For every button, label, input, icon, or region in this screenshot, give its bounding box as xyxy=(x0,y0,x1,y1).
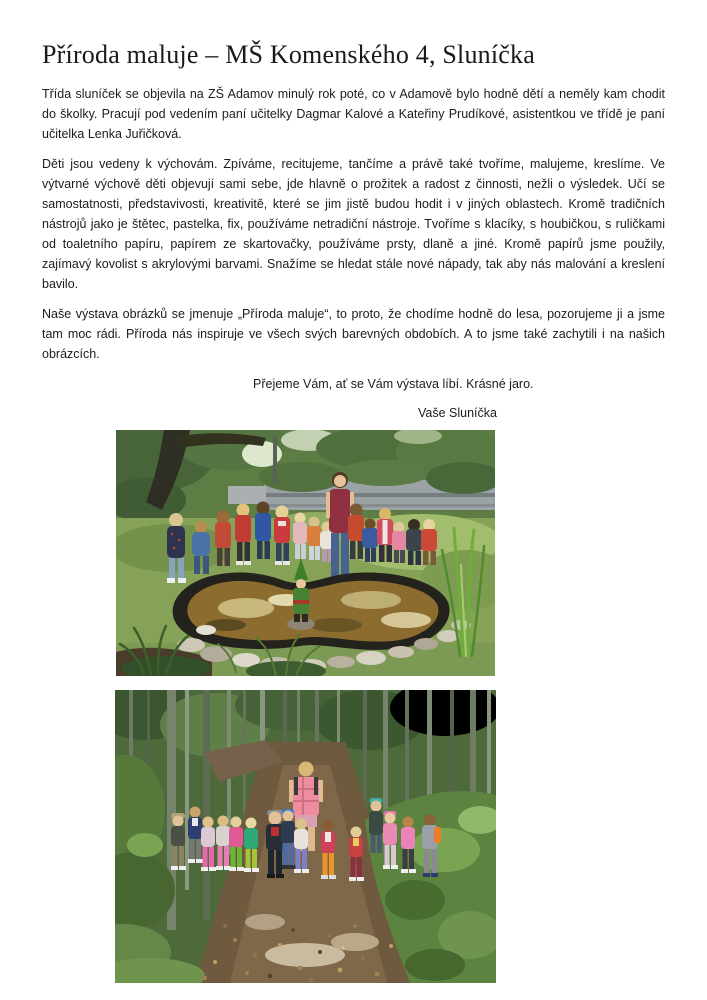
page-title: Příroda maluje – MŠ Komenského 4, Sluníčka xyxy=(42,40,535,69)
pond-photo xyxy=(116,430,495,676)
forest-photo xyxy=(115,690,496,983)
signature: Vaše Sluníčka xyxy=(418,406,497,420)
pond-photo-image xyxy=(116,430,495,676)
document-content xyxy=(0,38,707,983)
paragraph-exhibition: Naše výstava obrázků se jmenuje „Příroda maluje“, to proto, že chodíme hodně do lesa, pozorujeme ji a jsme tam moc rádi. Příroda nás inspiruje ve všech svých barevných obdobích. A to jsme také zachytili i na našich obrázcích. xyxy=(42,307,665,361)
closing-line: Přejeme Vám, ať se Vám výstava líbí. Krásné jaro. xyxy=(253,377,534,391)
paragraph-intro: Třída sluníček se objevila na ZŠ Adamov minulý rok poté, co v Adamově bylo hodně dětí a neměly kam chodit do školky. Pracují pod vedením paní učitelky Dagmar Kalové a Kateřiny Prudíkové, asistentkou ve třídě je paní učitelka Lenka Juřičková. xyxy=(42,87,665,141)
photo1-pond xyxy=(173,572,450,649)
forest-photo-image xyxy=(115,690,496,983)
paragraph-activities: Děti jsou vedeny k výchovám. Zpíváme, recitujeme, tančíme a právě také tvoříme, malujeme, kreslíme. Ve výtvarné výchově děti objevují sami sebe, jde hlavně o prožitek a radost z činnosti, nežli o výsledek. Učí se samostatnosti, představivosti, kreativitě, které se jim jistě budou hodit i v jiných oblastech. Kromě tradičních nástrojů jako je štětec, pastelka, fix, používáme netradiční nástroje. Tvoříme s klacíky, s houbičkou, s ruličkami od toaletního papíru, papírem ze skartovačky, používáme prsty, dlaně a jiné. Kromě papírů jsme použily, zajímavý kovolist s akrylovými barvami. Snažíme se hledat stále nové nápady, tak aby nás malování a kreslení bavilo. xyxy=(42,157,665,291)
